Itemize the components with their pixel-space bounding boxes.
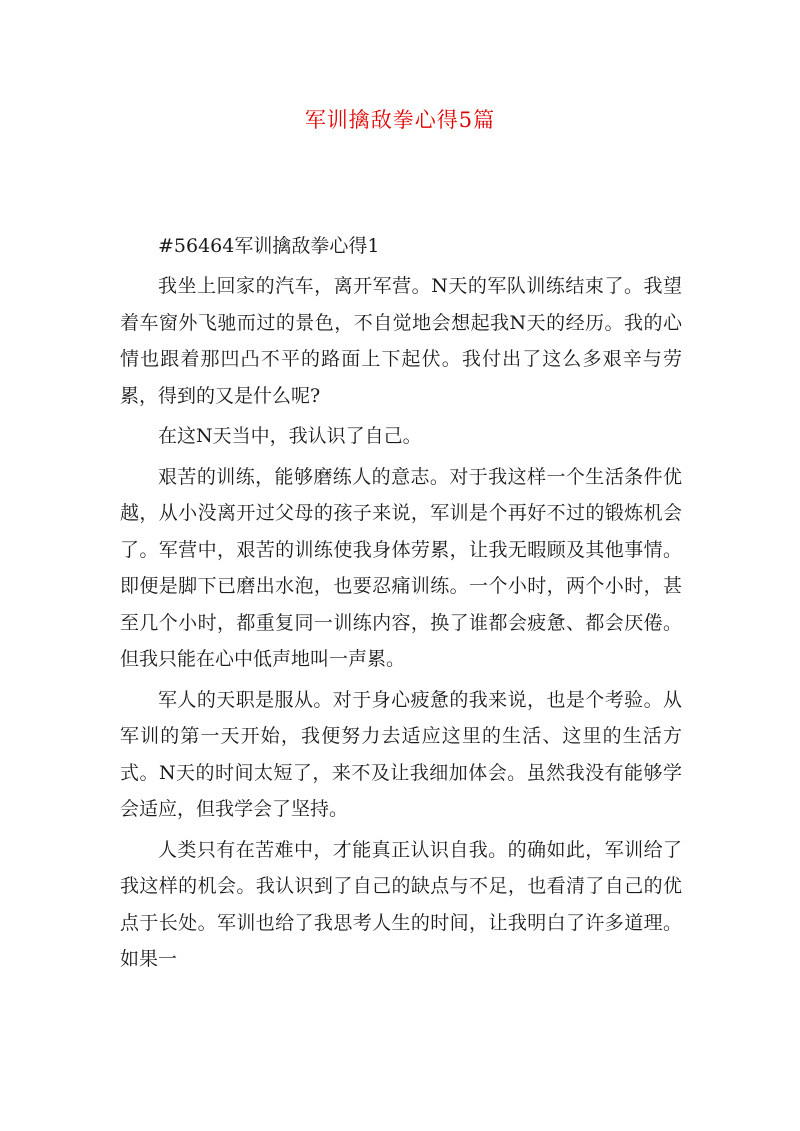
document-body xyxy=(120,228,682,982)
document-title: 军训擒敌拳心得5篇 xyxy=(304,108,496,132)
paragraph-2: 在这N天当中，我认识了自己。 xyxy=(158,425,422,447)
section-heading: #56464军训擒敌拳心得1 xyxy=(158,235,380,257)
paragraph-1: 我坐上回家的汽车，离开军营。N天的军队训练结束了。我望着车窗外飞驰而过的景色，不自觉地会想起我N天的经历。我的心情也跟着那凹凸不平的路面上下起伏。我付出了这么多艰辛与劳累，得到的又是什么呢? xyxy=(120,275,682,407)
paragraph-4: 军人的天职是服从。对于身心疲惫的我来说，也是个考验。从军训的第一天开始，我便努力去适应这里的生活、这里的生活方式。N天的时间太短了，来不及让我细加体会。虽然我没有能够学会适应，但我学会了坚持。 xyxy=(120,688,682,820)
paragraph-5: 人类只有在苦难中，才能真正认识自我。的确如此，军训给了我这样的机会。我认识到了自己的缺点与不足，也看清了自己的优点于长处。军训也给了我思考人生的时间，让我明白了许多道理。如果一 xyxy=(120,838,682,970)
paragraph-3: 艰苦的训练，能够磨练人的意志。对于我这样一个生活条件优越，从小没离开过父母的孩子来说，军训是个再好不过的锻炼机会了。军营中，艰苦的训练使我身体劳累，让我无暇顾及其他事情。即便是脚下已磨出水泡，也要忍痛训练。一个小时，两个小时，甚至几个小时，都重复同一训练内容，换了谁都会疲惫、都会厌倦。但我只能在心中低声地叫一声累。 xyxy=(120,465,682,670)
